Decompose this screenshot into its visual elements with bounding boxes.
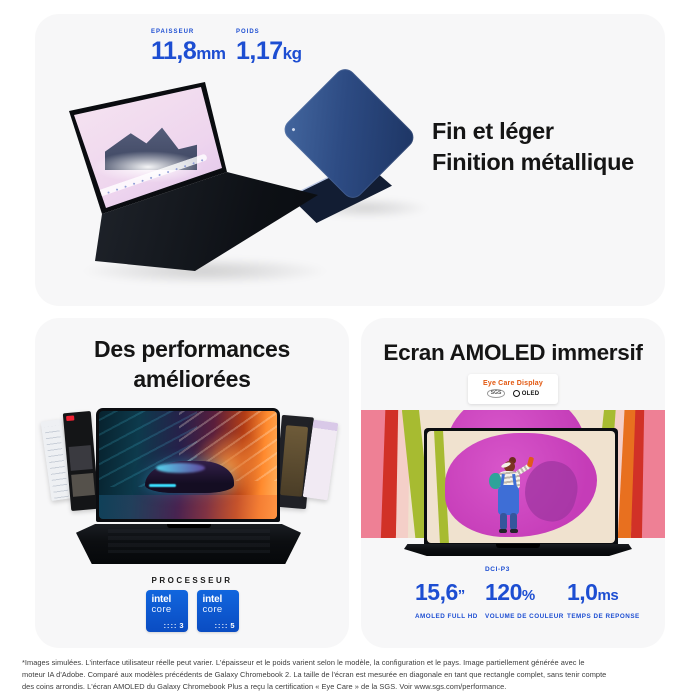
hero-card bbox=[35, 14, 665, 306]
laptop-lid-blue bbox=[280, 65, 418, 203]
spec-weight-number: 1,17 bbox=[236, 37, 283, 65]
stat-sub-label: AMOLED FULL HD bbox=[415, 613, 478, 620]
spec-weight bbox=[236, 29, 302, 64]
intel-logo: intel bbox=[202, 594, 223, 605]
legal-disclaimer bbox=[22, 657, 692, 693]
stat-screen-size bbox=[415, 566, 478, 620]
spec-thickness bbox=[151, 29, 226, 64]
performance-card bbox=[35, 318, 349, 648]
stat-unit: ” bbox=[457, 587, 465, 604]
camera-dot bbox=[291, 127, 295, 131]
laptop-base bbox=[404, 544, 632, 556]
tier-number: 5 bbox=[230, 620, 235, 630]
video-thumbnail bbox=[71, 473, 95, 497]
sports-car bbox=[145, 461, 234, 493]
laptop-keyboard bbox=[108, 529, 270, 553]
stat-number: 1,0 bbox=[567, 579, 598, 605]
laptop-hinge bbox=[167, 524, 211, 528]
dots-pattern bbox=[163, 623, 177, 629]
spec-thickness-number: 11,8 bbox=[151, 37, 197, 65]
laptop-duo-image bbox=[50, 69, 440, 299]
laptop-front-game bbox=[96, 408, 280, 522]
amoled-card bbox=[361, 318, 665, 648]
stat-value bbox=[567, 581, 640, 604]
oled-text: OLED bbox=[521, 390, 540, 397]
tier-number: 3 bbox=[179, 620, 184, 630]
road-reflection bbox=[99, 495, 277, 519]
disclaimer-line-3: des coins arrondis. L'écran AMOLED du Galaxy Chromebook Plus a reçu la certification « Eye Care » de la SGS. Voir www.sgs.com/performance. bbox=[22, 681, 507, 691]
display-stats bbox=[361, 566, 665, 636]
spec-weight-value bbox=[236, 39, 302, 64]
eye-care-label: Eye Care Display bbox=[482, 380, 543, 387]
painter-person bbox=[489, 459, 535, 541]
core-label: core bbox=[202, 604, 223, 615]
stat-sub-label: VOLUME DE COULEUR bbox=[485, 613, 564, 620]
spec-thickness-unit: mm bbox=[196, 44, 226, 63]
stat-pre-label bbox=[567, 566, 640, 574]
processor-badges bbox=[35, 590, 349, 632]
core-label: core bbox=[151, 604, 172, 615]
oled-logo bbox=[513, 390, 539, 397]
mural-stripe bbox=[642, 410, 665, 538]
certification-logos bbox=[487, 389, 540, 398]
painter-shoe bbox=[510, 529, 518, 533]
painter-shoe bbox=[499, 529, 507, 533]
stat-value bbox=[415, 581, 478, 604]
performance-title bbox=[35, 334, 349, 395]
stat-number: 120 bbox=[485, 579, 522, 605]
laptop-front-amoled bbox=[424, 428, 618, 546]
spec-weight-label: POIDS bbox=[236, 29, 260, 35]
stat-unit: ms bbox=[597, 587, 619, 604]
painter-leg bbox=[510, 513, 517, 530]
intel-logo: intel bbox=[151, 594, 172, 605]
processor-label: PROCESSEUR bbox=[151, 576, 233, 585]
stat-response-time bbox=[567, 566, 640, 620]
stat-unit: % bbox=[521, 587, 535, 604]
disclaimer-line-2: moteur IA d'Adobe. Comparé aux modèles précédents de Galaxy Chromebook 2. La taille de l'écran est mesurée en diagonale en tant que rectangle complet, sans tenir compte bbox=[22, 669, 607, 679]
amoled-title: Ecran AMOLED immersif bbox=[383, 340, 643, 365]
intel-core-3-badge bbox=[146, 590, 188, 632]
paint-roller bbox=[527, 457, 534, 468]
stat-number: 15,6 bbox=[415, 579, 458, 605]
stat-pre-label bbox=[415, 566, 478, 574]
badge-tier-row bbox=[214, 622, 234, 630]
painter-leg bbox=[500, 513, 507, 530]
performance-title-line-1: Des performances bbox=[94, 336, 290, 362]
eye-care-display-badge bbox=[468, 374, 558, 404]
laptop-hinge bbox=[496, 544, 540, 548]
intel-core-5-badge bbox=[197, 590, 239, 632]
amoled-screen-art bbox=[427, 431, 615, 543]
youtube-logo-icon bbox=[66, 415, 74, 421]
stat-sub-label: TEMPS DE REPONSE bbox=[567, 613, 640, 620]
laptop-base bbox=[76, 524, 301, 564]
stat-pre-label: DCI-P3 bbox=[485, 566, 510, 573]
dots-pattern bbox=[214, 623, 228, 629]
spec-weight-unit: kg bbox=[282, 44, 302, 63]
performance-title-line-2: améliorées bbox=[133, 366, 251, 393]
badge-tier-row bbox=[163, 622, 183, 630]
oled-circle-icon bbox=[513, 390, 520, 397]
sgs-logo: SGS bbox=[487, 389, 506, 398]
game-screenshot bbox=[99, 411, 277, 519]
spec-thickness-label: EPAISSEUR bbox=[151, 29, 195, 35]
stat-value bbox=[485, 581, 564, 604]
spec-thickness-value bbox=[151, 39, 226, 64]
stat-color-volume bbox=[485, 566, 564, 620]
hero-headline bbox=[432, 116, 634, 178]
blue-overalls bbox=[498, 485, 519, 515]
headline-line-1: Fin et léger bbox=[432, 118, 554, 144]
disclaimer-line-1: *Images simulées. L'interface utilisateur réelle peut varier. L'épaisseur et le poids varient selon le modèle, la configuration et le pays. Image partiellement générée avec le bbox=[22, 658, 585, 667]
video-thumbnail bbox=[69, 445, 93, 471]
headline-line-2: Finition métallique bbox=[432, 149, 634, 176]
